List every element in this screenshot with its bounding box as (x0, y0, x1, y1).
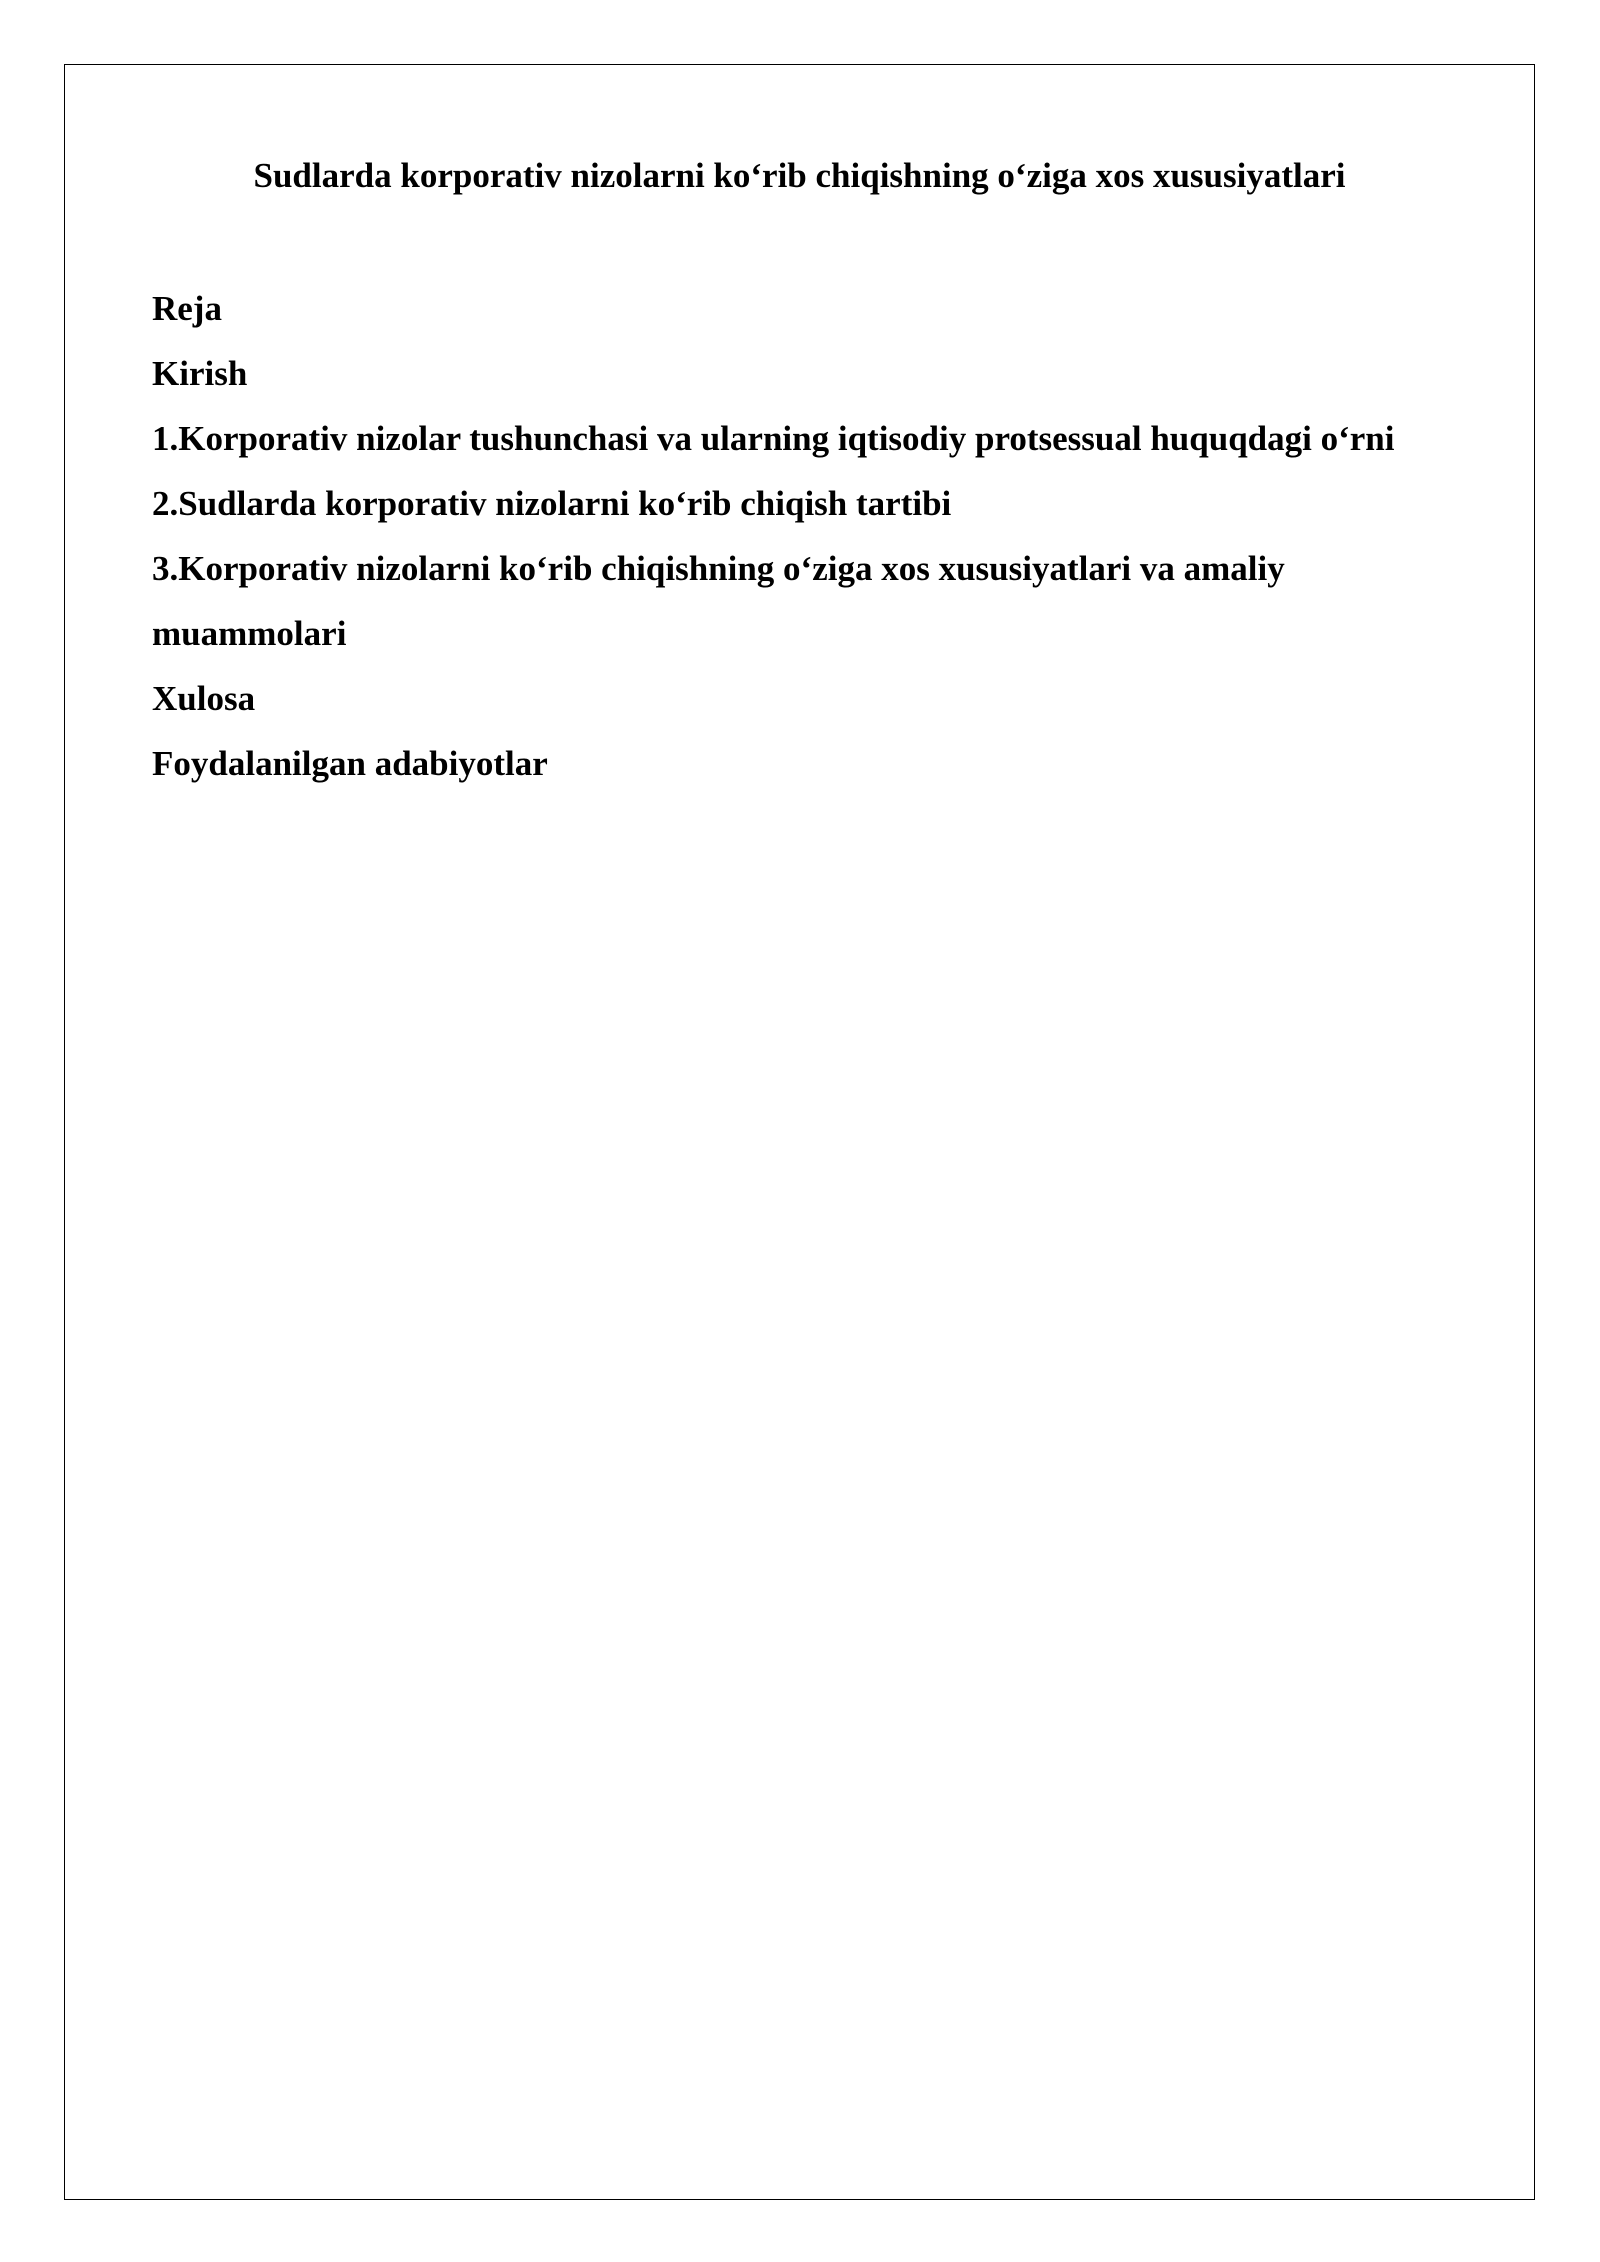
plan-item-conclusion: Xulosa (152, 679, 256, 718)
plan-heading: Reja (152, 289, 222, 328)
plan-item-introduction: Kirish (152, 354, 248, 393)
plan-item-chapter-2: 2.Sudlarda korporativ nizolarni ko‘rib chiqish tartibi (152, 484, 952, 523)
plan-item-chapter-3: 3.Korporativ nizolarni ko‘rib chiqishning o‘ziga xos xususiyatlari va amaliy muammolari (152, 549, 1285, 653)
document-title: Sudlarda korporativ nizolarni ko‘rib chiqishning o‘ziga xos xususiyatlari (253, 156, 1346, 195)
plan-item-chapter-1: 1.Korporativ nizolar tushunchasi va ularning iqtisodiy protsessual huquqdagi o‘rni (152, 419, 1395, 458)
plan-item-references: Foydalanilgan adabiyotlar (152, 744, 548, 783)
plan-section (152, 276, 1442, 796)
